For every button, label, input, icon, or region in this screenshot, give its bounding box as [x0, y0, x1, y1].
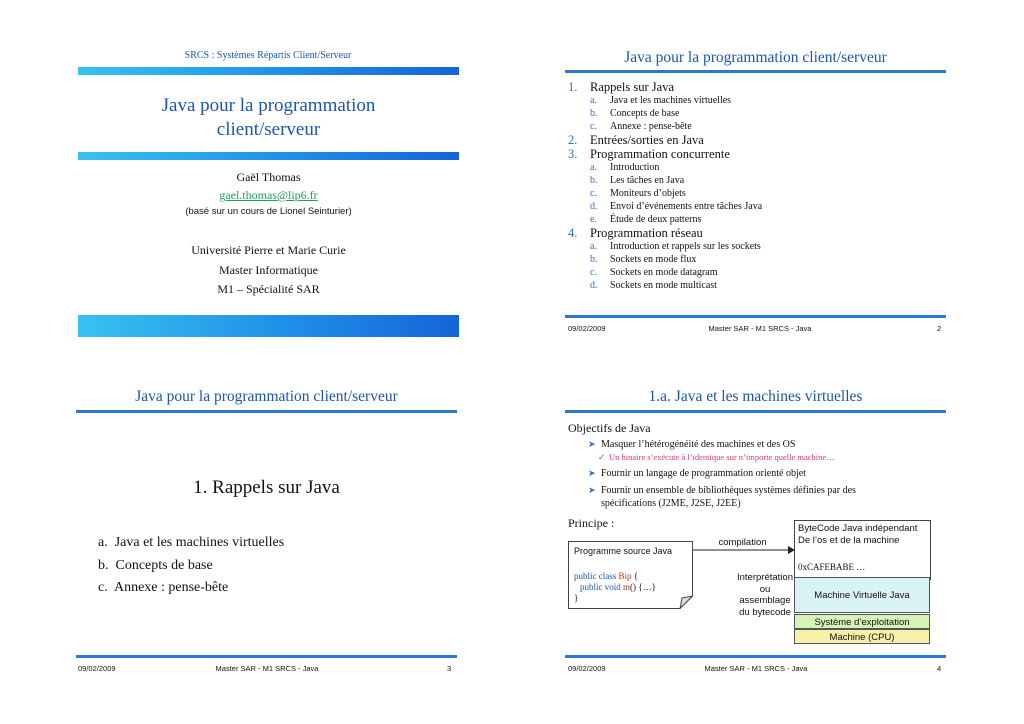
toc-sublabel: Les tâches en Java	[610, 175, 685, 186]
footer-date: 09/02/2009	[568, 324, 606, 333]
footer-course: Master SAR - M1 SRCS - Java	[708, 324, 812, 333]
toc-subnumber: b.	[590, 108, 598, 119]
interpretation-line: Interprétation	[737, 572, 793, 583]
code-punct: }	[574, 593, 579, 603]
toc-subnumber: c.	[590, 121, 597, 132]
bytecode-line: De l’os et de la machine	[798, 535, 900, 546]
top-gradient-bar	[78, 67, 459, 75]
arrow-bullet-icon: ➤	[588, 468, 596, 478]
bytecode-description	[798, 523, 917, 547]
section-item	[98, 577, 428, 600]
code-line	[574, 582, 656, 593]
code-keyword: void	[604, 582, 621, 592]
bullet-text: Fournir un ensemble de bibliothèques systèmes définies par des	[601, 485, 856, 496]
checkmark-icon: ✓	[598, 452, 606, 462]
jvm-layer: Machine Virtuelle Java	[794, 577, 930, 613]
source-box-title: Programme source Java	[574, 546, 673, 556]
affiliation-university: Université Pierre et Marie Curie	[191, 243, 346, 257]
toc-sublabel: Annexe : pense-bête	[610, 121, 692, 132]
footer-rule	[565, 655, 946, 658]
footer-course: Master SAR - M1 SRCS - Java	[704, 664, 808, 673]
footer-page-number: 4	[937, 664, 942, 673]
toc-subitem	[568, 120, 948, 133]
code-keyword: public	[580, 582, 603, 592]
interpretation-label	[730, 572, 800, 618]
course-note: (basé sur un cours de Lionel Seinturier)	[185, 206, 352, 217]
sub-bullet-item	[588, 451, 948, 463]
slide3-title: Java pour la programmation client/serveur	[135, 388, 398, 405]
toc-subitem	[568, 107, 948, 120]
objectifs-list	[588, 438, 948, 510]
code-line	[574, 593, 656, 604]
toc-item	[568, 80, 948, 94]
toc-sublabel: Introduction	[610, 162, 660, 173]
toc-subitem	[568, 187, 948, 200]
toc-sublabel: Sockets en mode multicast	[610, 280, 717, 291]
code-identifier: Bip	[618, 571, 632, 581]
bullet-text-continued: spécifications (J2ME, J2SE, J2EE)	[601, 498, 741, 509]
toc-subitem	[568, 213, 948, 226]
section-item	[98, 532, 428, 555]
toc-subnumber: d.	[590, 201, 598, 212]
code-keyword: public	[574, 571, 597, 581]
footer-date: 09/02/2009	[568, 664, 606, 673]
toc-subitem	[568, 253, 948, 266]
toc-subitem	[568, 161, 948, 174]
slide2-title: Java pour la programmation client/serveur	[624, 49, 887, 66]
java-code-snippet	[574, 571, 656, 604]
sub-bullet-text: Un binaire s’exécute à l’identique sur n’importe quelle machine…	[609, 452, 835, 462]
slide1-title	[78, 94, 459, 142]
toc-subnumber: a.	[590, 162, 597, 173]
toc-number: 4.	[568, 226, 578, 240]
os-layer: Système d’exploitation	[794, 614, 930, 629]
toc-number: 3.	[568, 147, 578, 161]
title-underline	[565, 410, 946, 413]
toc-subitem	[568, 266, 948, 279]
arrow-bullet-icon: ➤	[588, 485, 596, 495]
bullet-text: Masquer l’hétérogénéité des machines et des OS	[601, 439, 796, 450]
toc-number: 1.	[568, 80, 578, 94]
toc-subitem	[568, 279, 948, 292]
toc-label: Rappels sur Java	[590, 80, 675, 94]
title-underline	[565, 70, 946, 73]
toc-subnumber: b.	[590, 254, 598, 265]
toc-item	[568, 147, 948, 161]
item-number: b.	[98, 557, 109, 573]
title-underline	[76, 410, 457, 413]
footer-page-number: 2	[937, 324, 942, 333]
toc-sublabel: Introduction et rappels sur les sockets	[610, 241, 761, 252]
toc-number: 2.	[568, 133, 578, 147]
footer-course: Master SAR - M1 SRCS - Java	[215, 664, 319, 673]
code-punct: () {…}	[630, 582, 656, 592]
toc-label: Programmation concurrente	[590, 147, 730, 161]
toc-sublabel: Java et les machines virtuelles	[610, 95, 732, 106]
section-heading: 1. Rappels sur Java	[193, 477, 340, 498]
toc-subnumber: d.	[590, 280, 598, 291]
item-label: Annexe : pense-bête	[113, 580, 229, 595]
item-number: c.	[98, 580, 108, 595]
toc-sublabel: Sockets en mode datagram	[610, 267, 718, 278]
item-label: Java et les machines virtuelles	[114, 535, 285, 550]
toc-item	[568, 226, 948, 240]
toc-subitem	[568, 94, 948, 107]
interpretation-line: ou	[759, 583, 771, 595]
bytecode-line: ByteCode Java indépendant	[798, 523, 918, 534]
compilation-label: compilation	[718, 537, 767, 548]
middle-gradient-bar	[78, 152, 459, 160]
toc-sublabel: Envoi d’événements entre tâches Java	[610, 201, 763, 212]
toc-subnumber: c.	[590, 267, 597, 278]
code-punct: {	[633, 571, 639, 581]
footer-page-number: 3	[447, 664, 452, 673]
table-of-contents	[568, 80, 948, 292]
toc-subnumber: b.	[590, 175, 598, 186]
toc-subnumber: a.	[590, 95, 597, 106]
code-keyword: class	[598, 571, 617, 581]
slide4-title: 1.a. Java et les machines virtuelles	[648, 388, 863, 405]
title-line: client/serveur	[216, 119, 321, 140]
toc-sublabel: Étude de deux patterns	[610, 214, 702, 225]
cpu-layer: Machine (CPU)	[794, 629, 930, 644]
bottom-gradient-bar	[78, 315, 459, 337]
code-identifier: m	[623, 582, 631, 592]
author-email-link[interactable]: gael.thomas@lip6.fr	[219, 188, 318, 202]
bullet-item	[588, 467, 948, 480]
slide1-header: SRCS : Systèmes Répartis Client/Serveur	[184, 50, 352, 61]
arrow-bullet-icon: ➤	[588, 439, 596, 449]
toc-item	[568, 133, 948, 147]
section-item	[98, 555, 428, 578]
toc-subitem	[568, 240, 948, 253]
affiliation-block	[78, 241, 459, 300]
interpretation-line: du bytecode	[739, 606, 791, 618]
toc-subnumber: c.	[590, 188, 597, 199]
toc-subnumber: a.	[590, 241, 597, 252]
title-line: Java pour la programmation	[161, 95, 376, 116]
toc-subnumber: e.	[590, 214, 597, 225]
bullet-item	[588, 484, 948, 510]
toc-sublabel: Moniteurs d’objets	[610, 188, 686, 199]
code-line	[574, 571, 656, 582]
affiliation-program: Master Informatique	[219, 262, 318, 277]
toc-sublabel: Sockets en mode flux	[610, 254, 697, 265]
section-items	[98, 532, 428, 600]
author-name: Gaël Thomas	[236, 170, 301, 184]
toc-subitem	[568, 200, 948, 213]
toc-subitem	[568, 174, 948, 187]
affiliation-specialty: M1 – Spécialité SAR	[217, 282, 320, 296]
footer-rule	[76, 655, 457, 658]
bullet-text: Fournir un langage de programmation orienté objet	[601, 468, 806, 479]
toc-sublabel: Concepts de base	[610, 108, 680, 119]
principe-heading: Principe :	[568, 516, 615, 530]
cafebabe-text: 0xCAFEBABE …	[798, 562, 866, 572]
toc-label: Entrées/sorties en Java	[590, 133, 704, 147]
objectifs-heading: Objectifs de Java	[568, 421, 651, 435]
interpretation-line: assemblage	[739, 595, 791, 606]
bullet-item	[588, 438, 948, 451]
item-label: Concepts de base	[115, 557, 213, 573]
footer-rule	[565, 315, 946, 318]
item-number: a.	[98, 535, 108, 550]
footer-date: 09/02/2009	[78, 664, 116, 673]
toc-label: Programmation réseau	[590, 226, 703, 240]
